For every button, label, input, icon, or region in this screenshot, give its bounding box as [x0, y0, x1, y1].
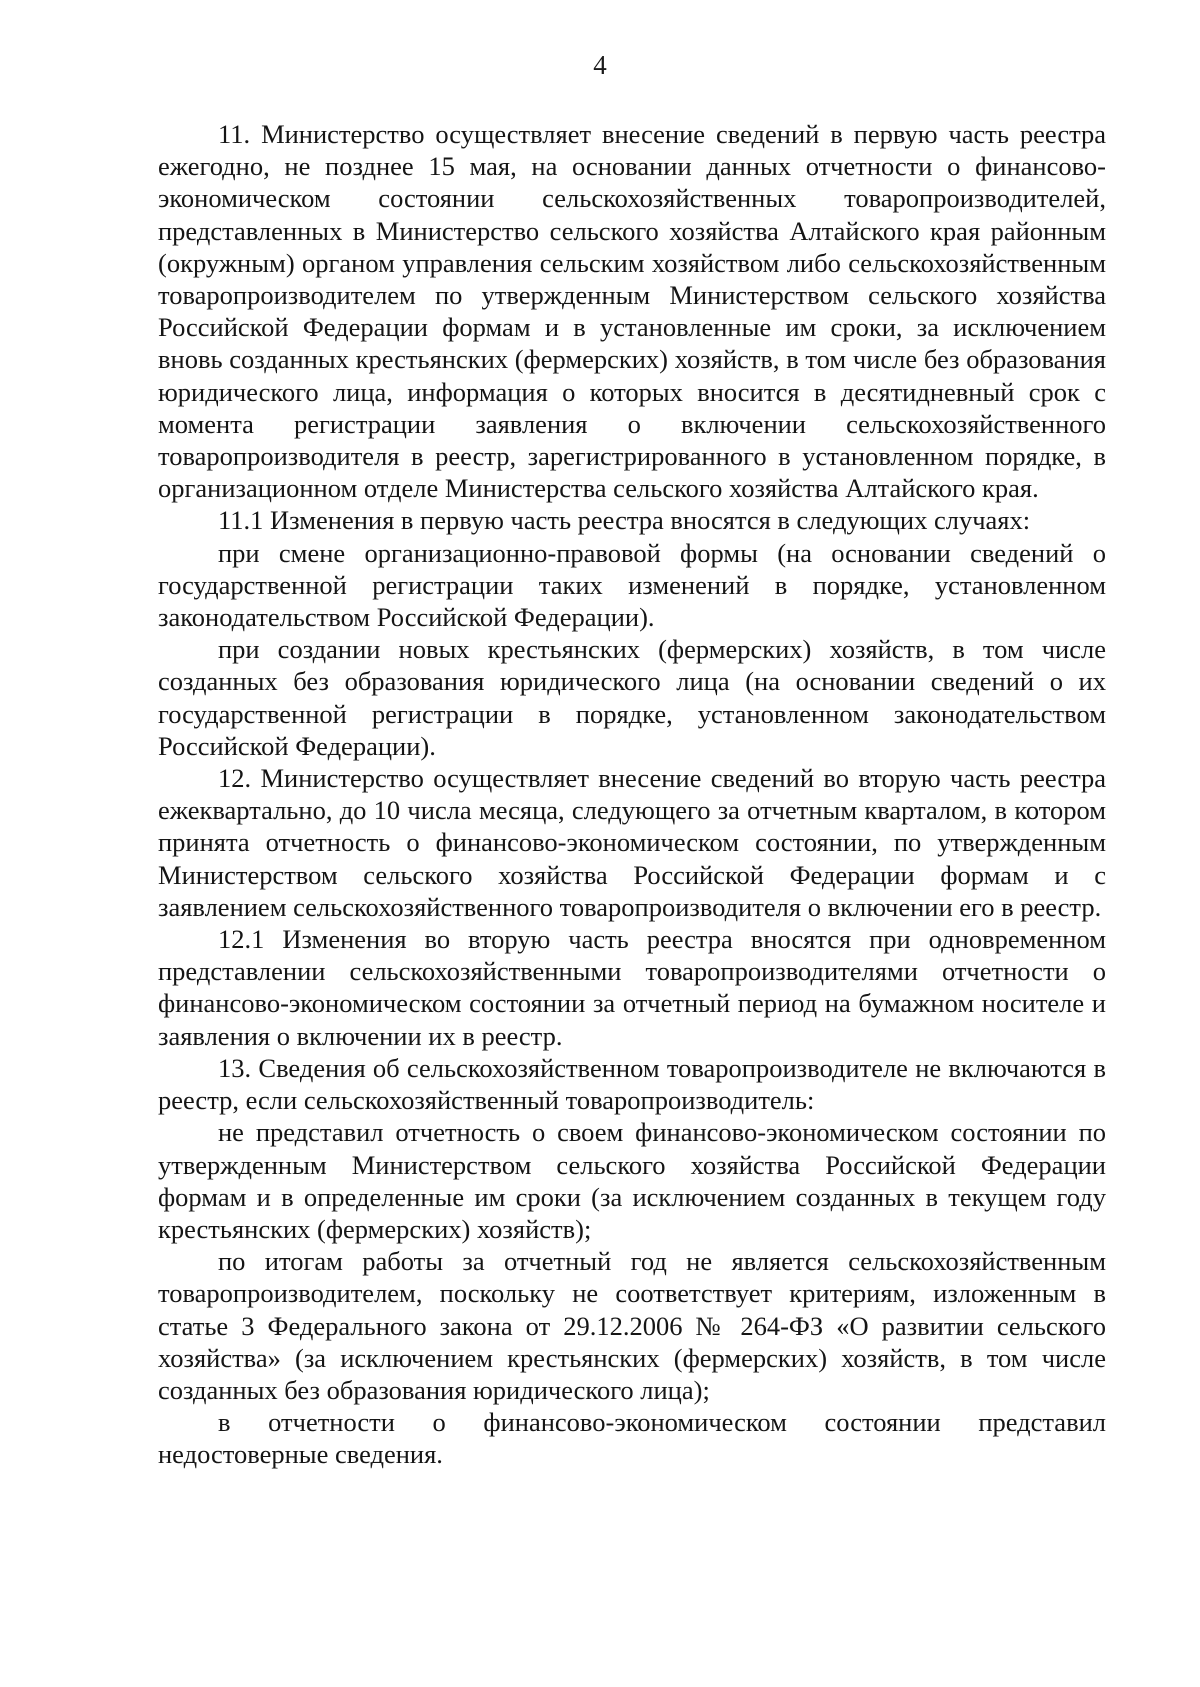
paragraph-13: 13. Сведения об сельскохозяйственном товаропроизводителе не включаются в реестр, если сельскохозяйственный товаропроизводитель: [158, 1052, 1106, 1116]
document-body [158, 118, 1106, 1471]
paragraph-13-case-no-report: не представил отчетность о своем финансово-экономическом состоянии по утвержденным Министерством сельского хозяйства Российской Федерации формам и в определенные им сроки (за исключением созданных в текущем году крестьянских (фермерских) хозяйств); [158, 1117, 1106, 1244]
paragraph-12-1: 12.1 Изменения во вторую часть реестра вносятся при одновременном представлении сельскохозяйственными товаропроизводителями отчетности о финансово-экономическом состоянии за отчетный период на бумажном носителе и заявления о включении их в реестр. [158, 924, 1106, 1051]
page-number: 4 [593, 50, 607, 80]
paragraph-11-1: 11.1 Изменения в первую часть реестра вносятся в следующих случаях: [218, 505, 1031, 536]
paragraph-11-1-case-reorganization: при смене организационно-правовой формы (на основании сведений о государственной регистрации таких изменений в порядке, установленном законодательством Российской Федерации). [158, 537, 1106, 633]
paragraph-11-1-case-new-farms: при создании новых крестьянских (фермерских) хозяйств, в том числе созданных без образования юридического лица (на основании сведений о их государственной регистрации в порядке, установленном законодательством Российской Федерации). [158, 634, 1106, 761]
paragraph-13-case-criteria: по итогам работы за отчетный год не является сельскохозяйственным товаропроизводителем, поскольку не соответствует критериям, изложенным в статье 3 Федерального закона от 29.12.2006 № 264-ФЗ «О развитии сельского хозяйства» (за исключением крестьянских (фермерских) хозяйств, в том числе созданных без образования юридического лица); [158, 1246, 1106, 1405]
paragraph-13-case-false-data: в отчетности о финансово-экономическом состоянии представил недостоверные сведения. [158, 1407, 1106, 1470]
paragraph-12: 12. Министерство осуществляет внесение сведений во вторую часть реестра ежеквартально, до 10 числа месяца, следующего за отчетным кварталом, в котором принята отчетность о финансово-экономическом состоянии, по утвержденным Министерством сельского хозяйства Российской Федерации формам и с заявлением сельскохозяйственного товаропроизводителя о включении его в реестр. [158, 763, 1106, 922]
paragraph-11: 11. Министерство осуществляет внесение сведений в первую часть реестра ежегодно, не позднее 15 мая, на основании данных отчетности о финансово-экономическом состоянии сельскохозяйственных товаропроизводителей, представленных в Министерство сельского хозяйства Алтайского края районным (окружным) органом управления сельским хозяйством либо сельскохозяйственным товаропроизводителем по утвержденным Министерством сельского хозяйства Российской Федерации формам и в установленные им сроки, за исключением вновь созданных крестьянских (фермерских) хозяйств, в том числе без образования юридического лица, информация о которых вносится в десятидневный срок с момента регистрации заявления о включении сельскохозяйственного товаропроизводителя в реестр, зарегистрированного в установленном порядке, в организационном отделе Министерства сельского хозяйства Алтайского края. [158, 119, 1106, 504]
